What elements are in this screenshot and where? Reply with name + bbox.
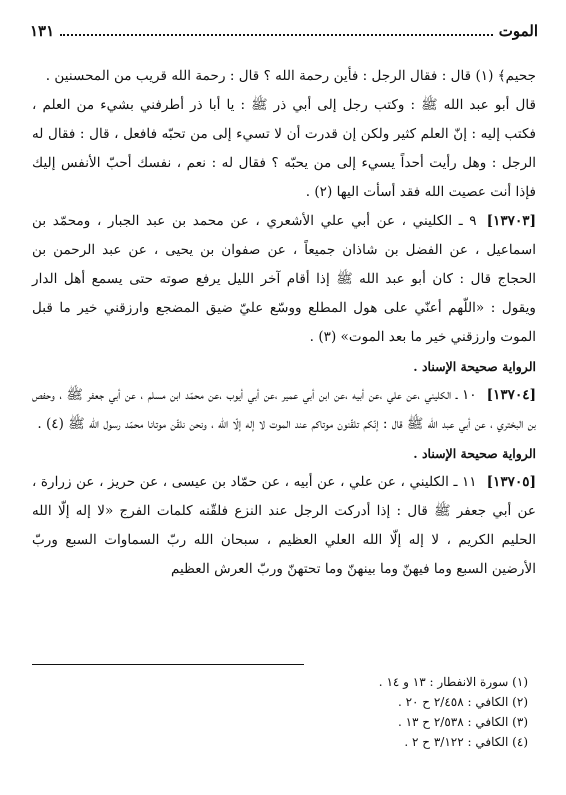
paragraph-1: جحيم﴾ (١) قال : فقال الرجل : فأين رحمة الله ؟ قال : رحمة الله قريب من المحسنين . xyxy=(45,68,536,84)
footnote-2: (٢) الكافي : ٢/٤٥٨ ح ٢٠ . xyxy=(397,695,528,709)
footnote-4: (٤) الكافي : ٣/١٢٢ ح ٢ . xyxy=(404,735,528,749)
footnote-separator xyxy=(32,664,304,665)
hadith-text: ٩ ـ الكليني ، عن أبي علي الأشعري ، عن محمد بن عبد الجبار ، ومحمّد بن اسماعيل ، عن الفضل بن شاذان جميعاً ، عن صفوان بن يحيى ، عن عبد الرحمن بن الحجاج قال : كان أبو عبد الله ﷺ إذا أقام آخر الليل يرفع صوته حتى يسمع أهل الدار ويقول : «اللّهم أعنّي على هول المطلع ووسّع عليّ ضيق المضجع وارزقني خير ما قبل الموت وارزقني خير ما بعد الموت» (٣) . xyxy=(32,213,536,345)
isnad-note-2: الرواية صحيحة الإسناد . xyxy=(413,446,536,461)
footnotes xyxy=(40,672,528,752)
hadith-13704 xyxy=(32,381,536,439)
isnad-note-1: الرواية صحيحة الإسناد . xyxy=(413,359,536,374)
hadith-number: [١٣٧٠٤] xyxy=(486,387,536,403)
hadith-text: ١٠ ـ الكليني ،عن علي ،عن أبيه ،عن ابن أبي عمير ،عن أبي أيوب ،عن محمّد ابن مسلم ، عن أبي جعفر ﷺ ، وحفص بن البختري ، عن أبي عبد الله ﷺ قال : إنّكم تلقّنون موتاكم عند الموت لا إله إلّا الله ، ونحن نلقّن موتانا محمّد رسول الله ﷺ (٤) . xyxy=(32,387,536,432)
hadith-text: ١١ ـ الكليني ، عن علي ، عن أبيه ، عن حمّاد بن عيسى ، عن حريز ، عن زرارة ، عن أبي جعفر ﷺ قال : إذا أدركت الرجل عند النزع فلقّنه كلمات الفرج «لا إله إلّا الله الحليم الكريم ، لا إله إلّا الله العلي العظيم ، سبحان الله ربّ السماوات السبع وربّ الأرضين السبع وما فيهنّ وما بينهنّ وما تحتهنّ وربّ العرش العظيم xyxy=(32,474,536,577)
header-dotted-leader xyxy=(60,34,493,36)
footnote-3: (٣) الكافي : ٢/٥٣٨ ح ١٣ . xyxy=(397,715,528,729)
hadith-13703 xyxy=(32,207,536,352)
paragraph-2: قال أبو عبد الله ﷺ : وكتب رجل إلى أبي ذر ﷺ : يا أبا ذر أطرفني بشيء من العلم ، فكتب إليه : إنّ العلم كثير ولكن إن قدرت أن لا تسيء إلى من تحبّه فافعل ، قال : فقال له الرجل : وهل رأيت أحداً يسيء إلى من يحبّه ؟ فقال له : نعم ، نفسك أحبّ الأنفس إليك فإذا أنت عصيت الله فقد أسأت اليها (٢) . xyxy=(32,97,536,200)
footnote-1: (١) سورة الانفطار : ١٣ و ١٤ . xyxy=(378,675,528,689)
hadith-13705 xyxy=(32,468,536,584)
chapter-title: الموت xyxy=(498,22,538,40)
main-text xyxy=(32,62,536,584)
hadith-number: [١٣٧٠٥] xyxy=(486,474,536,490)
page-number: ١٣١ xyxy=(30,22,55,40)
page-header xyxy=(30,18,538,44)
hadith-number: [١٣٧٠٣] xyxy=(486,213,536,229)
